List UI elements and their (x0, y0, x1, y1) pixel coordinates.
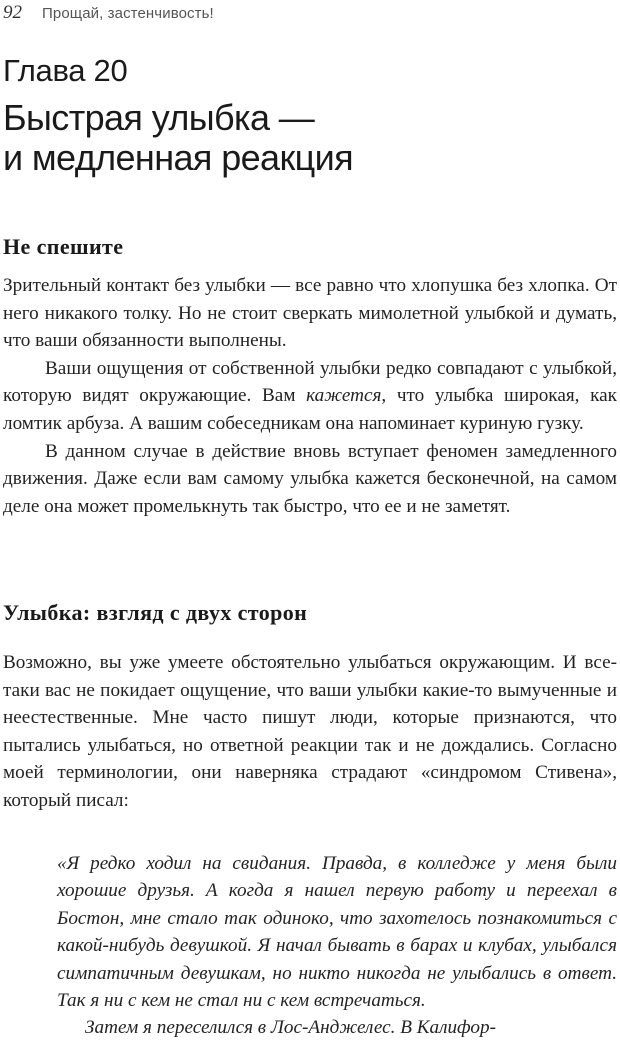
book-title: Прощай, застенчивость! (42, 5, 214, 22)
paragraph: В данном случае в действие вновь вступает феномен замедленного движения. Даже если вам самому улыбка кажется бесконечной, на самом деле она может промелькнуть так быстро, что ее и не заметят. (3, 440, 617, 517)
running-header (3, 2, 214, 24)
paragraph: Зрительный контакт без улыбки — все равно что хлопушка без хлопка. От него никакого толку. Но не стоит сверкать мимолетной улыбкой и думать, что ваши обязанности выполнены. (3, 275, 617, 352)
paragraph: Возможно, вы уже умеете обстоятельно улыбаться окружающим. И все-таки вас не покидает ощущение, что ваши улыбки какие-то вымученные и неестественные. Мне часто пишут люди, которые признаются, что пытались улыбаться, но ответной реакции так и не дождались. Согласно моей терминологии, они наверняка страдают «синдромом Стивена», который писал: (3, 652, 617, 811)
page-number: 92 (3, 2, 22, 23)
emphasis-word: кажется (306, 385, 382, 407)
chapter-title-line-2: и медленная реакция (3, 137, 354, 178)
paragraph-with-emphasis: Ваши ощущения от собственной улыбки редко совпадают с улыбкой, которую видят окружающие. Вам кажется, что улыбка широкая, как ломтик арбуза. А вашим собеседникам она напоминает куриную гузку. (3, 357, 617, 434)
chapter-title-line-1: Быстрая улыбка — (3, 97, 315, 138)
quote-paragraph: «Я редко ходил на свидания. Правда, в колледже у меня были хорошие друзья. А когда я нашел первую работу и переехал в Бостон, мне стало так одиноко, что захотелось познакомиться с какой-нибудь девушкой. Я начал бывать в барах и клубах, улыбался симпатичным девушкам, но никто никогда не улыбались в ответ. Так я ни с кем не стал ни с кем встречаться. (57, 853, 617, 1012)
block-quote (57, 850, 617, 1042)
section-body (3, 649, 617, 815)
chapter-number: Глава 20 (3, 53, 128, 88)
quote-paragraph: Затем я переселился в Лос-Анджелес. В Калифор- (85, 1017, 496, 1039)
section-heading: Улыбка: взгляд с двух сторон (3, 600, 308, 625)
chapter-title (3, 98, 353, 178)
section-body (3, 272, 617, 520)
section-heading: Не спешите (3, 234, 124, 259)
